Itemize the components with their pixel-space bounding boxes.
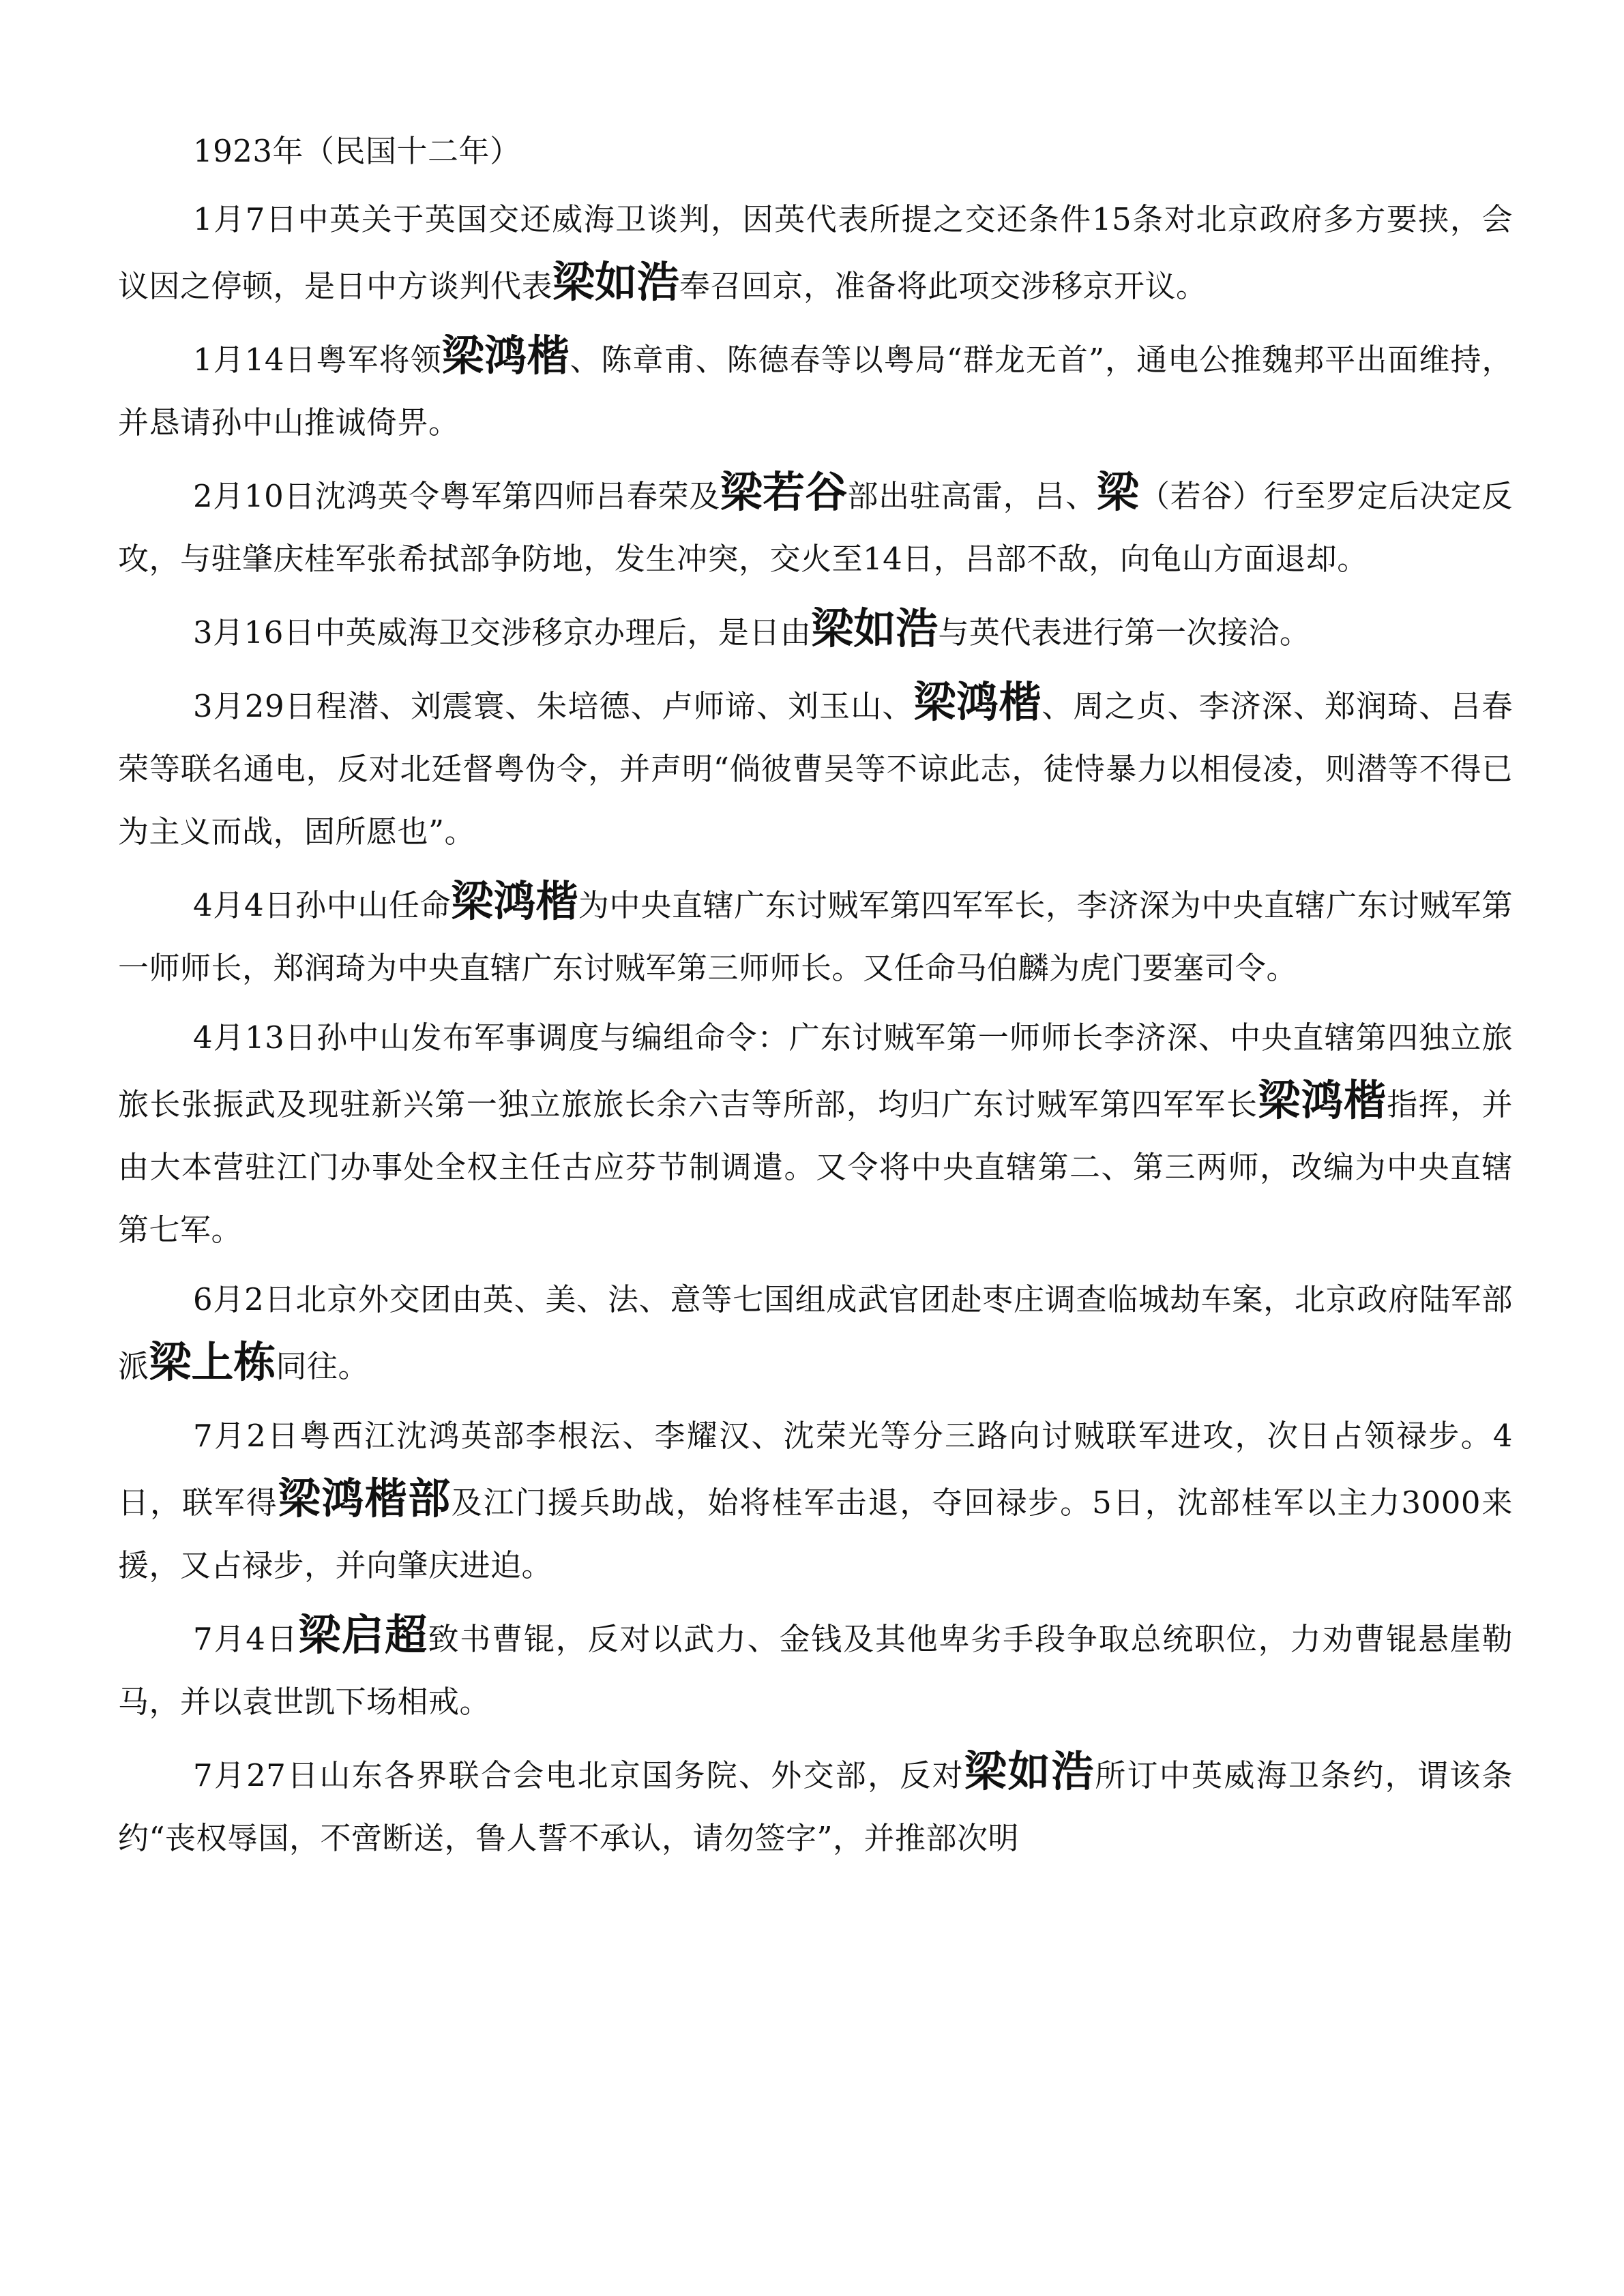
entry-text: 、陈章甫、陈德春等以粤局“群龙无首”，通电公推魏邦平出面维持，并恳请孙中山推诚倚畀。	[118, 342, 1513, 441]
entry-text: 为中央直辖广东讨贼军第四军军长，李济深为中央直辖广东讨贼军第一师师长，郑润琦为中央直辖广东讨贼军第三师师长。又任命马伯麟为虎门要塞司令。	[118, 887, 1513, 986]
entry-text: 所订中英威海卫条约，谓该条约“丧权辱国，不啻断送，鲁人誓不承认，请勿签字”，并推部次明	[118, 1757, 1513, 1856]
chronicle-entry	[118, 325, 1513, 454]
entry-text: 1月14日粤军将领	[193, 342, 442, 378]
entry-text: 指挥，并由大本营驻江门办事处全权主任古应芬节制调遣。又令将中央直辖第二、第三两师，改编为中央直辖第七军。	[118, 1086, 1513, 1248]
chronicle-entry	[118, 1007, 1513, 1262]
highlighted-name: 梁若谷	[720, 467, 848, 517]
entry-text: （若谷）行至罗定后决定反攻，与驻肇庆桂军张希拭部争防地，发生冲突，交火至14日，吕部不敌，向龟山方面退却。	[118, 478, 1513, 577]
entry-text: 奉召回京，准备将此项交涉移京开议。	[679, 268, 1207, 304]
entry-text: 7月2日粤西江沈鸿英部李根沄、李耀汉、沈荣光等分三路向讨贼联军进攻，次日占领禄步。4日，联军得	[118, 1418, 1513, 1521]
chronicle-entry	[118, 1604, 1513, 1733]
chronicle-entry	[118, 188, 1513, 318]
highlighted-name: 梁如浩	[552, 257, 680, 307]
entry-text: 3月16日中英威海卫交涉移京办理后，是日由	[193, 614, 812, 651]
chronicle-entry	[118, 1268, 1513, 1398]
chronicle-entry	[118, 1405, 1513, 1597]
document-body	[118, 120, 1513, 1877]
entry-text: 与英代表进行第一次接洽。	[938, 614, 1311, 651]
highlighted-name: 梁上栋	[149, 1337, 276, 1387]
entry-text: 7月27日山东各界联合会电北京国务院、外交部，反对	[193, 1757, 964, 1793]
highlighted-name: 梁鸿楷	[451, 876, 578, 926]
entry-text: 同往。	[276, 1348, 370, 1384]
chronicle-entry	[118, 870, 1513, 1000]
highlighted-name: 梁鸿楷	[913, 677, 1042, 727]
entry-text: 7月4日	[193, 1621, 299, 1657]
entry-text: 2月10日沈鸿英令粤军第四师吕春荣及	[193, 478, 720, 514]
chronicle-entry	[118, 597, 1513, 664]
entry-text: 、周之贞、李济深、郑润琦、吕春荣等联名通电，反对北廷督粤伪令，并声明“倘彼曹吴等不谅此志，徒恃暴力以相侵凌，则潜等不得已为主义而战，固所愿也”。	[118, 688, 1513, 850]
entry-text: 部出驻高雷，吕、	[847, 478, 1097, 514]
entry-text: 致书曹锟，反对以武力、金钱及其他卑劣手段争取总统职位，力劝曹锟悬崖勒马，并以袁世凯下场相戒。	[118, 1621, 1513, 1720]
entry-text: 3月29日程潜、刘震寰、朱培德、卢师谛、刘玉山、	[193, 688, 914, 724]
entry-text: 及江门援兵助战，始将桂军击退，夺回禄步。5日，沈部桂军以主力3000来援，又占禄步，并向肇庆进迫。	[118, 1485, 1513, 1583]
highlighted-name: 梁如浩	[811, 603, 939, 653]
entry-text: 1月7日中英关于英国交还威海卫谈判，因英代表所提之交还条件15条对北京政府多方要挟，会议因之停顿，是日中方谈判代表	[118, 201, 1513, 304]
chronicle-entry	[118, 1740, 1513, 1870]
chronicle-entry	[118, 671, 1513, 863]
chronicle-entries	[118, 188, 1513, 1870]
entry-text: 4月4日孙中山任命	[193, 887, 452, 923]
entry-text: 4月13日孙中山发布军事调度与编组命令：广东讨贼军第一师师长李济深、中央直辖第四独立旅旅长张振武及现驻新兴第一独立旅旅长余六吉等所部，均归广东讨贼军第四军军长	[118, 1019, 1513, 1122]
highlighted-name: 梁鸿楷	[1258, 1075, 1387, 1125]
highlighted-name: 梁如浩	[964, 1746, 1095, 1796]
chronicle-entry	[118, 461, 1513, 591]
highlighted-name: 梁鸿楷	[441, 331, 570, 381]
highlighted-name: 梁启超	[298, 1610, 428, 1660]
highlighted-name: 梁	[1096, 467, 1140, 517]
year-heading: 1923年（民国十二年）	[193, 133, 521, 169]
highlighted-name: 梁鸿楷部	[278, 1474, 452, 1523]
entry-text: 6月2日北京外交团由英、美、法、意等七国组成武官团赴枣庄调查临城劫车案，北京政府陆军部派	[118, 1281, 1513, 1384]
